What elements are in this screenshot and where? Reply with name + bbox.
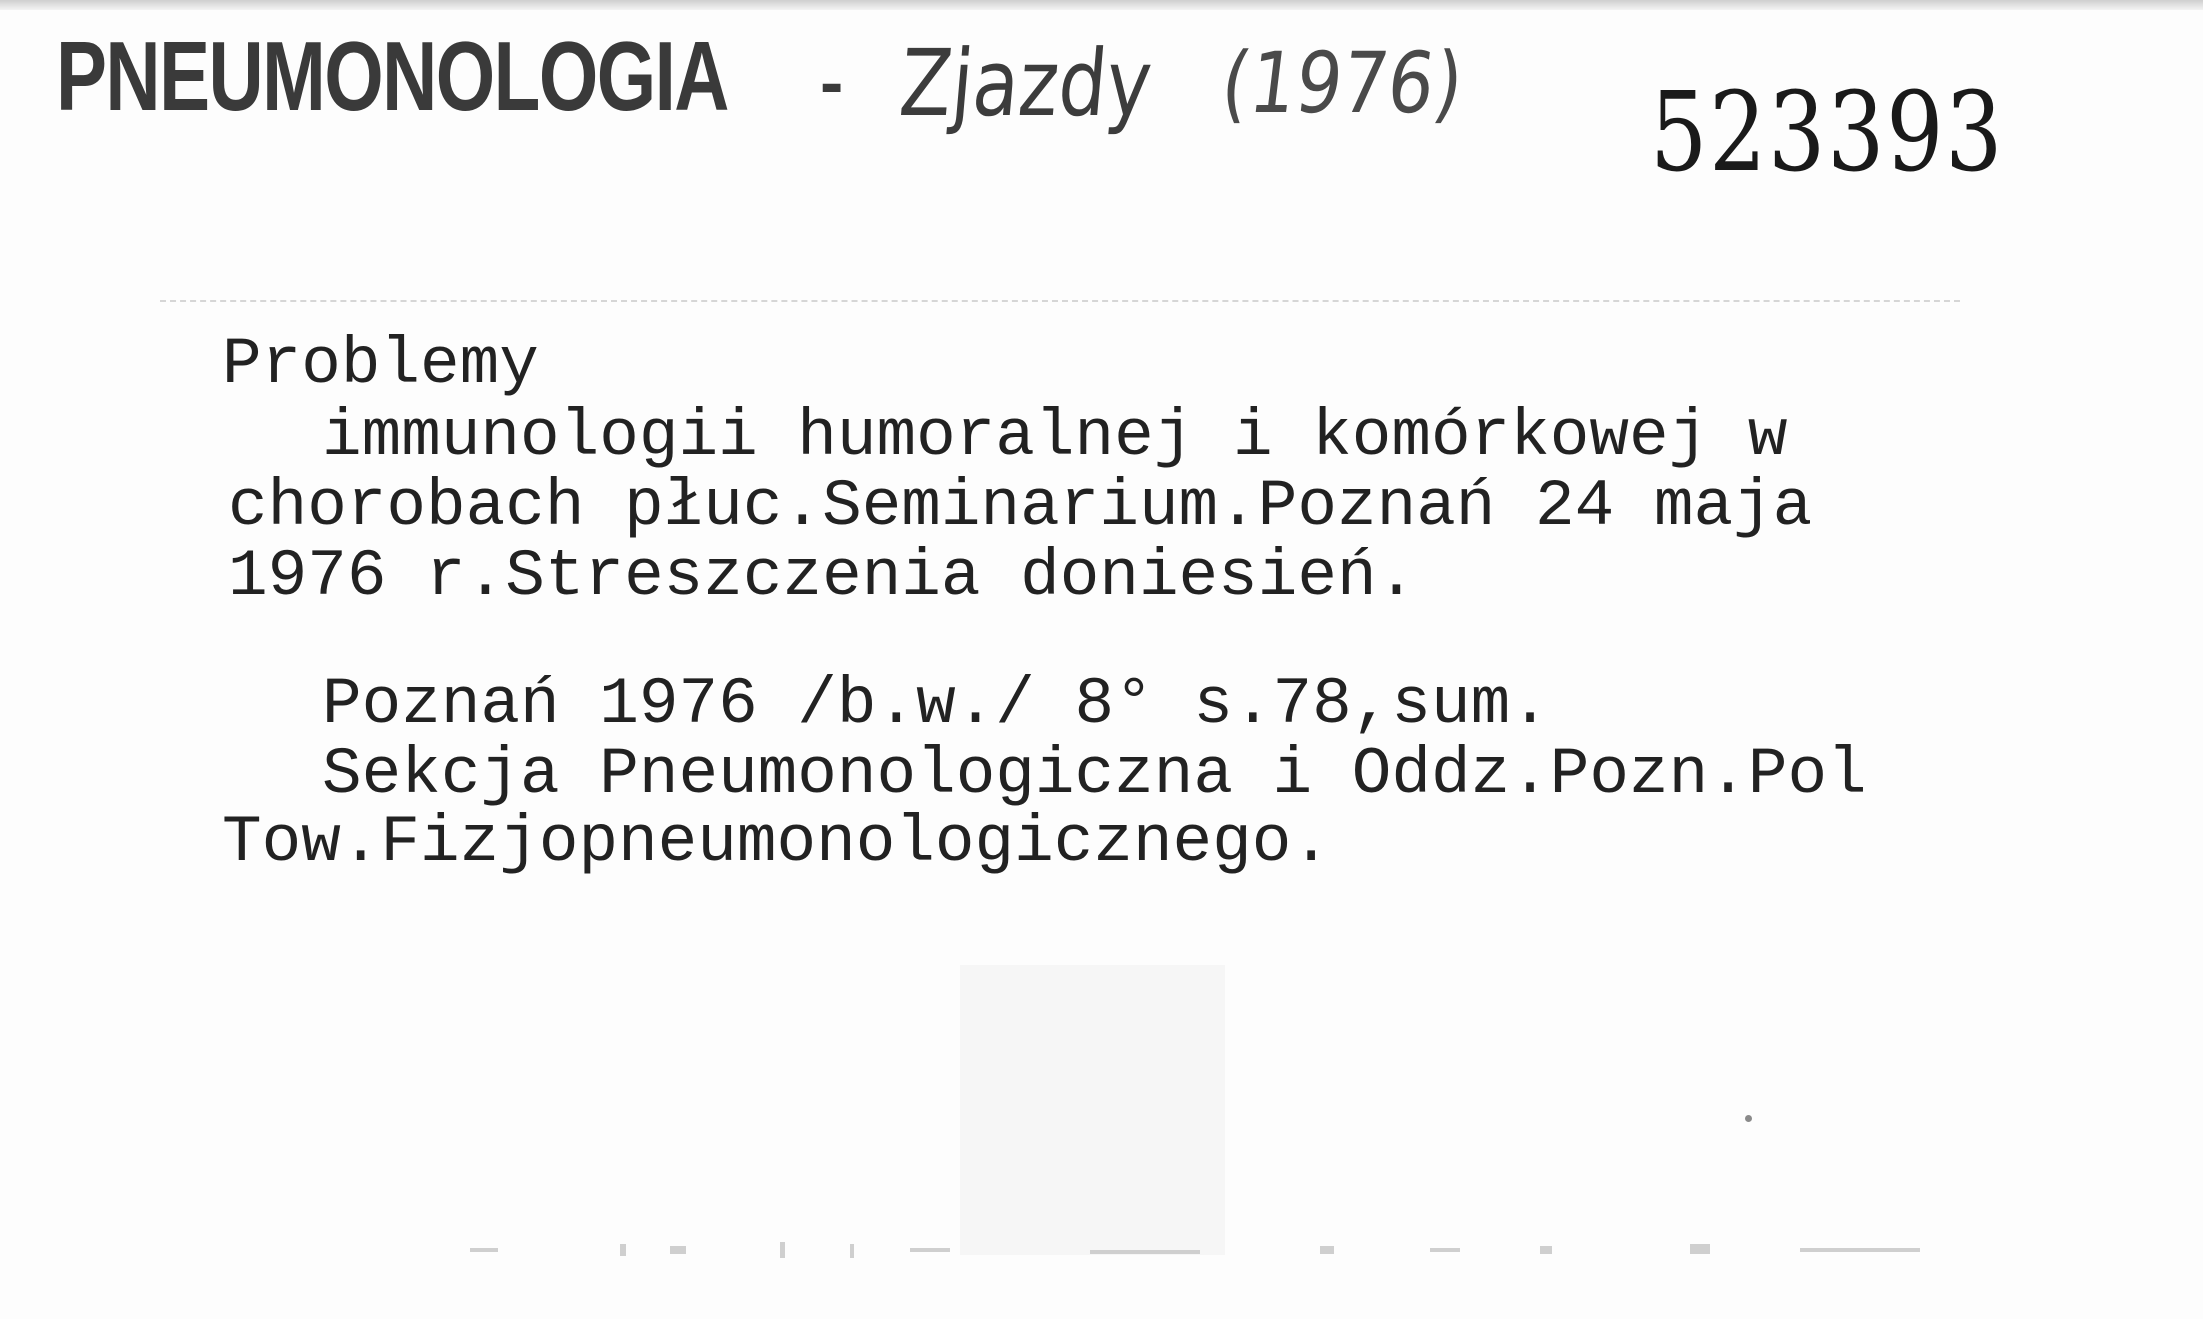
imprint-line: Poznań 1976 /b.w./ 8° s.78,sum. (322, 667, 1550, 742)
subject-heading: PNEUMONOLOGIA (56, 21, 728, 131)
title-line-3: chorobach płuc.Seminarium.Poznań 24 maja (228, 469, 1813, 544)
card-top-edge (0, 0, 2203, 10)
separator-rule (160, 300, 1960, 302)
subject-subheading-handwritten: Zjazdy (895, 30, 1157, 137)
title-line-4: 1976 r.Streszczenia doniesień. (228, 539, 1417, 614)
note-line-1: Sekcja Pneumonologiczna i Oddz.Pozn.Pol (322, 737, 1867, 812)
call-number: 523393 (1650, 68, 2005, 196)
paper-smudge (960, 965, 1225, 1255)
bottom-show-through-marks (470, 1238, 2030, 1262)
subject-heading-dash: - (820, 43, 844, 121)
subject-subheading-year: (1976) (1216, 34, 1469, 132)
ink-dot (1745, 1115, 1752, 1122)
note-line-2: Tow.Fizjopneumonologicznego. (222, 805, 1331, 880)
title-line-2: immunologii humoralnej i komórkowej w (322, 399, 1788, 474)
title-line-1: Problemy (222, 327, 539, 402)
